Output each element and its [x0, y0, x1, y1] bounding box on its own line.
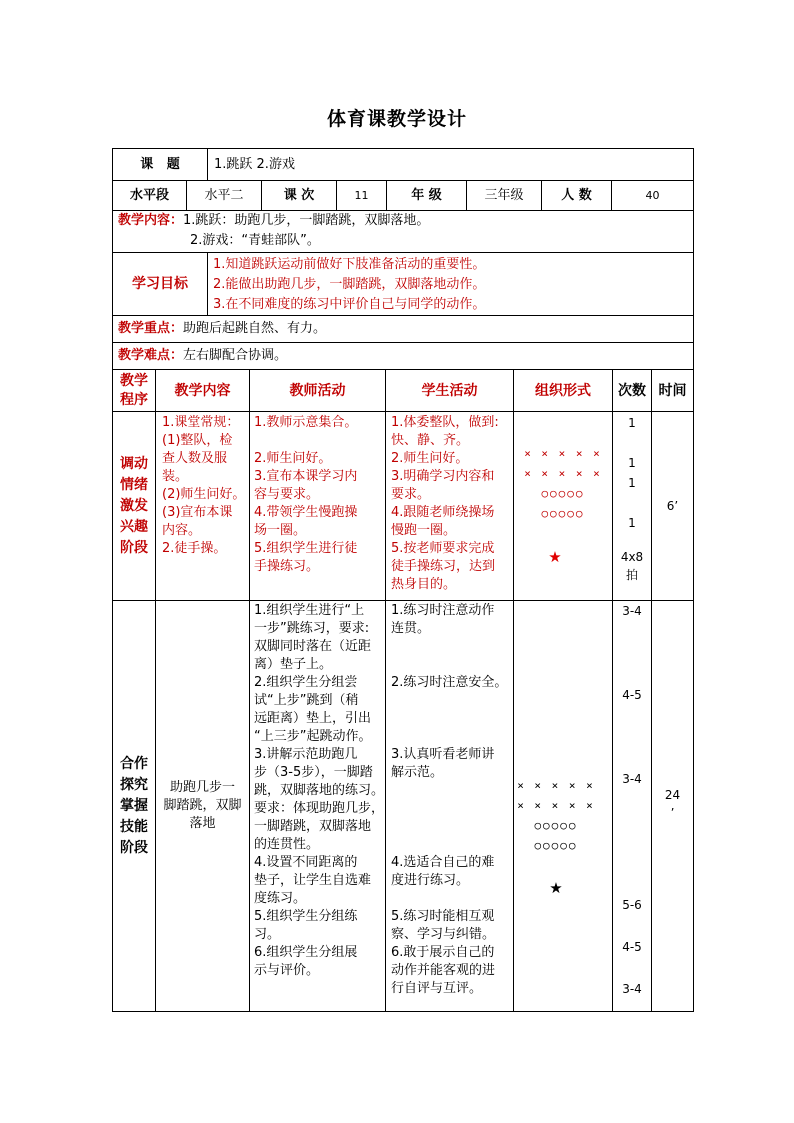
phase1-content: 1.课堂常规： (1)整队，检 查人数及服 装。 (2)师生问好。 (3)宣布本课 内容。 2.徒手操。	[162, 415, 246, 556]
goals-label: 学习目标	[132, 276, 188, 292]
goal-item: 3.在不同难度的练习中评价自己与同学的动作。	[213, 297, 486, 312]
header-content: 教学内容	[174, 382, 231, 399]
phase2-content: 助跑几步一 脚踏跳，双脚 落地	[163, 780, 242, 831]
content-line-1: 教学内容：1.跳跃：助跑几步，一脚踏跳，双脚落地。	[118, 213, 430, 228]
key-value: 助跑后起跳自然、有力。	[183, 321, 327, 336]
phase2-time: 24 ’	[664, 788, 681, 820]
formation-row: ○○○○○	[541, 507, 585, 520]
key-point	[118, 320, 688, 338]
content-line-2: 2.游戏：“青蛙部队”。	[190, 233, 320, 248]
topic-label: 课 题	[140, 156, 180, 172]
phase2-name: 合作探究掌握技能阶段	[120, 755, 148, 856]
page-title: 体育课教学设计	[326, 108, 467, 130]
people-value: 40	[645, 188, 660, 202]
key-label: 教学重点：	[118, 321, 184, 336]
phase2-times: 3-4 4-5 3-4 5-6 4-5 3-4	[622, 604, 642, 996]
goal-item: 1.知道跳跃运动前做好下肢准备活动的重要性。	[213, 257, 486, 272]
lesson-no-label: 课 次	[283, 187, 315, 203]
header-org: 组织形式	[535, 382, 591, 399]
formation-row: × × × × ×	[517, 799, 595, 812]
teacher-star-icon: ★	[549, 879, 563, 897]
difficulty-label: 教学难点：	[118, 348, 184, 363]
difficulty-point	[118, 347, 688, 365]
header-student: 学生活动	[421, 382, 478, 399]
header-times: 次数	[618, 382, 646, 399]
phase1-name: 调动情绪激发兴趣阶段	[120, 455, 148, 556]
teacher-star-icon: ★	[548, 548, 562, 566]
phase1-teacher: 1.教师示意集合。 2.师生问好。 3.宣布本课学习内 容与要求。 4.带领学生慢跑操 场一圈。 5.组织学生进行徒 手操练习。	[254, 415, 358, 574]
formation-row: × × × × ×	[524, 467, 602, 480]
phase1-time: 6’	[666, 499, 679, 513]
grade-value: 三年级	[484, 187, 524, 203]
goals-list	[213, 255, 691, 315]
header-program: 教学程序	[120, 373, 148, 408]
header-teacher: 教师活动	[289, 382, 346, 399]
difficulty-value: 左右脚配合协调。	[183, 348, 288, 363]
phase1-times: 1 1 1 1 4x8 拍	[620, 416, 644, 582]
people-label: 人 数	[561, 187, 592, 203]
formation-row: × × × × ×	[524, 447, 602, 460]
header-time: 时间	[658, 382, 687, 399]
grade-label: 年 级	[411, 187, 442, 203]
level-value: 水平二	[204, 187, 244, 203]
phase1-student: 1.体委整队，做到: 快、静、齐。 2.师生问好。 3.明确学习内容和 要求。 4.跟随老师绕操场 慢跑一圈。 5.按老师要求完成 徒手操练习，达到 热身目的。	[391, 415, 499, 592]
goal-item: 2.能做出助跑几步，一脚踏跳，双脚落地动作。	[213, 277, 486, 292]
formation-row: ○○○○○	[534, 819, 578, 832]
phase2-teacher: 1.组织学生进行“上 一步”跳练习，要求: 双脚同时落在（近距 离）垫子上。 2.组织学生分组尝 试“上步”跳到（稍 远距离）垫上，引出 “上三步”起跳动作。 3.讲解示范助跑几 步（3-5步），一脚踏 跳，双脚落地的练习。 要求：体现助跑几步， 一脚踏跳，双脚落地 的连贯性。 4.设置不同距离的 垫子，让学生自选难 度练习。 5.组织学生分组练 习。 6.组织学生分组展 示与评价。	[254, 603, 385, 978]
lesson-no-value: 11	[354, 188, 369, 202]
phase1-formation	[514, 444, 612, 524]
content-label: 教学内容：	[118, 213, 184, 228]
phase2-formation	[514, 776, 598, 856]
topic-value: 1.跳跃 2.游戏	[214, 156, 295, 172]
formation-row: × × × × ×	[517, 779, 595, 792]
formation-row: ○○○○○	[541, 487, 585, 500]
phase2-student: 1.练习时注意动作 连贯。 2.练习时注意安全。 3.认真听看老师讲 解示范。 4.选适合自己的难 度进行练习。 5.练习时能相互观 察、学习与纠错。 6.敢于展示自己的 动作并能客观的进 行自评与互评。	[391, 603, 508, 996]
level-label: 水平段	[129, 187, 169, 203]
formation-row: ○○○○○	[534, 839, 578, 852]
